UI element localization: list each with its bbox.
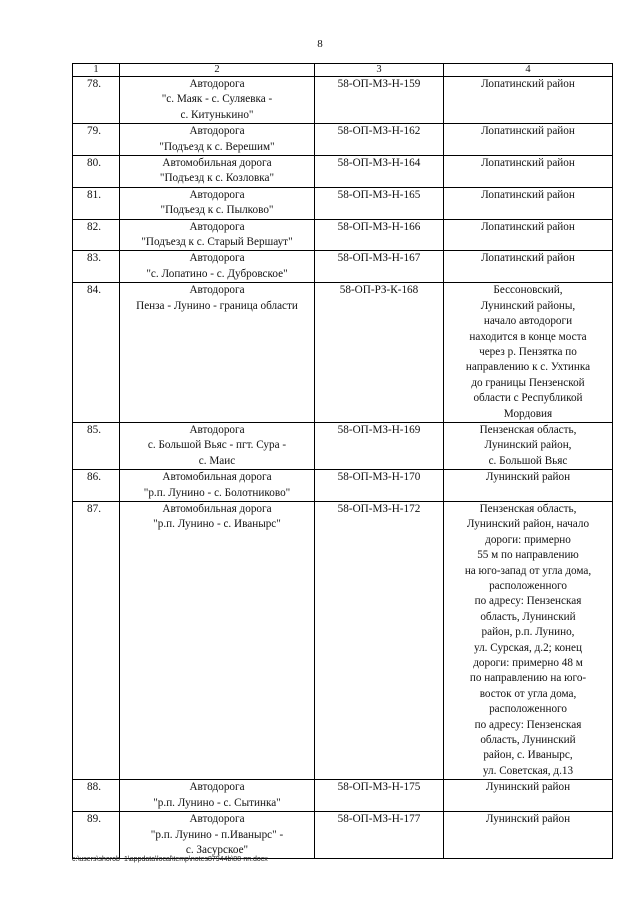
road-location-line: области с Республикой (473, 392, 583, 405)
row-number: 82. (73, 219, 120, 251)
road-location-line: дороги: примерно 48 м (473, 657, 583, 670)
road-name-line: "с. Маяк - с. Суляевка - (161, 93, 273, 106)
road-location-line: находится в конце моста (469, 330, 587, 343)
table-row (73, 156, 613, 188)
road-location (444, 124, 613, 156)
row-number: 89. (73, 812, 120, 859)
road-location-line: на юго-запад от угла дома, (464, 564, 592, 577)
road-name-line: с. Китунькино" (180, 108, 254, 121)
road-name-line: "Подъезд к с. Пылково" (160, 204, 274, 217)
road-location-line: 55 м по направлению (477, 549, 579, 562)
road-location-line: восток от угла дома, (479, 687, 577, 700)
road-code: 58-ОП-РЗ-К-168 (315, 283, 444, 423)
table-row (73, 251, 613, 283)
road-name-line: "р.п. Лунино - с. Болотниково" (143, 486, 291, 499)
road-name (120, 470, 315, 502)
road-location-line: через р. Пензятка по (479, 345, 577, 358)
road-name (120, 156, 315, 188)
road-location-line: Лопатинский район (481, 125, 575, 138)
road-code: 58-ОП-МЗ-Н-177 (315, 812, 444, 859)
road-location-line: Лунинский район, (484, 439, 572, 452)
road-location-line: расположенного (489, 580, 567, 592)
road-code: 58-ОП-МЗ-Н-170 (315, 470, 444, 502)
road-location-line: по направлению на юго- (469, 672, 587, 685)
table-row (73, 501, 613, 779)
road-name-line: Автодорога (189, 188, 245, 201)
road-code: 58-ОП-МЗ-Н-166 (315, 219, 444, 251)
road-name-line: "р.п. Лунино - п.Иваныpс" - (150, 828, 284, 841)
road-name-line: Автодорога (189, 813, 245, 826)
table-row (73, 470, 613, 502)
road-location-line: направлению к с. Ухтинка (465, 361, 591, 374)
road-location-line: Пензенская область, (479, 502, 577, 515)
row-number: 84. (73, 283, 120, 423)
road-location-line: Лунинский район (485, 471, 571, 484)
road-name-line: Автомобильная дорога (162, 157, 272, 170)
header-col-1: 1 (73, 64, 120, 77)
road-location-line: Лунинский район (485, 813, 571, 826)
road-location (444, 422, 613, 469)
road-location-line: Бессоновский, (493, 284, 563, 297)
table-row (73, 187, 613, 219)
road-name (120, 77, 315, 124)
road-name-line: Автодорога (189, 252, 245, 265)
road-location-line: до границы Пензенской (471, 376, 585, 389)
road-name (120, 501, 315, 779)
road-location (444, 283, 613, 423)
row-number: 83. (73, 251, 120, 283)
header-col-4: 4 (444, 64, 613, 77)
road-code: 58-ОП-МЗ-Н-175 (315, 780, 444, 812)
road-location (444, 780, 613, 812)
table-header-row (73, 64, 613, 77)
road-location (444, 219, 613, 251)
road-code: 58-ОП-МЗ-Н-159 (315, 77, 444, 124)
road-name-line: "р.п. Лунино - с. Иваныpс" (153, 518, 281, 531)
header-col-2: 2 (120, 64, 315, 77)
road-name-line: Автодорога (189, 78, 245, 90)
page-number: 8 (317, 38, 323, 50)
road-name-line: Автодорога (189, 423, 245, 436)
header-col-3: 3 (315, 64, 444, 77)
road-name (120, 283, 315, 423)
road-location (444, 501, 613, 779)
road-location-line: область, Лунинский (480, 734, 576, 747)
road-name-line: "Подъезд к с. Козловка" (159, 172, 275, 185)
road-location (444, 470, 613, 502)
row-number: 79. (73, 124, 120, 156)
road-location (444, 77, 613, 124)
road-location-line: ул. Советская, д.13 (482, 764, 574, 777)
road-name-line: Автодорога (189, 781, 245, 794)
road-location (444, 156, 613, 188)
road-location (444, 251, 613, 283)
road-name (120, 251, 315, 283)
road-location-line: по адресу: Пензенская (474, 595, 582, 608)
road-code: 58-ОП-МЗ-Н-164 (315, 156, 444, 188)
road-name (120, 422, 315, 469)
road-location-line: по адресу: Пензенская (474, 718, 582, 731)
road-location-line: Лопатинский район (481, 157, 575, 170)
road-name-line: "р.п. Лунино - с. Сытинка" (153, 796, 281, 809)
road-name-line: Пенза - Лунино - граница области (136, 299, 298, 312)
road-name-line: Автодорога (189, 125, 245, 138)
road-code: 58-ОП-МЗ-Н-162 (315, 124, 444, 156)
road-code: 58-ОП-МЗ-Н-165 (315, 187, 444, 219)
road-code: 58-ОП-МЗ-Н-172 (315, 501, 444, 779)
road-location-line: Лопатинский район (481, 252, 575, 265)
road-location-line: Лунинский район, начало (466, 518, 590, 531)
road-location-line: расположенного (489, 703, 567, 716)
road-name-line: "Подъезд к с. Верешим" (159, 140, 275, 153)
road-name (120, 187, 315, 219)
row-number: 81. (73, 187, 120, 219)
road-name-line: Автомобильная дорога (162, 471, 272, 484)
row-number: 78. (73, 77, 120, 124)
road-location-line: ул. Сурская, д.2; конец (474, 641, 582, 654)
road-name-line: с. Засурское" (185, 843, 249, 856)
road-location-line: с. Большой Вьяс (488, 454, 568, 467)
road-location-line: область, Лунинский (480, 610, 576, 623)
road-name-line: "Подъезд к с. Старый Вершаут" (141, 236, 293, 249)
row-number: 80. (73, 156, 120, 188)
table-row (73, 283, 613, 423)
road-name (120, 812, 315, 859)
road-name-line: с. Большой Вьяс - пгт. Сура - (147, 439, 287, 452)
road-name (120, 219, 315, 251)
road-location-line: начало автодороги (483, 315, 573, 328)
road-location (444, 812, 613, 859)
road-name-line: с. Маис (198, 454, 236, 467)
road-name-line: Автомобильная дорога (162, 502, 272, 515)
road-name (120, 780, 315, 812)
table-row (73, 812, 613, 859)
row-number: 88. (73, 780, 120, 812)
row-number: 85. (73, 422, 120, 469)
table-row (73, 780, 613, 812)
road-name-line: "с. Лопатино - с. Дубровское" (146, 267, 288, 280)
road-name-line: Автодорога (189, 220, 245, 233)
road-location-line: Лопатинский район (481, 188, 575, 201)
road-location (444, 187, 613, 219)
road-location-line: Пензенская область, (479, 423, 577, 436)
road-location-line: район, с. Иваныpс, (483, 749, 573, 762)
table-row (73, 124, 613, 156)
table-row (73, 219, 613, 251)
road-location-line: дороги: примерно (485, 533, 571, 546)
table-row (73, 422, 613, 469)
table-row (73, 77, 613, 124)
road-location-line: Лопатинский район (481, 78, 575, 90)
road-location-line: Лопатинский район (481, 220, 575, 233)
file-path-footer: c:\users\shorob~1\appdata\local\temp\notes87944b\88-пп.docx (72, 856, 268, 863)
road-code: 58-ОП-МЗ-Н-169 (315, 422, 444, 469)
row-number: 87. (73, 501, 120, 779)
roads-table (72, 63, 613, 859)
road-location-line: Лунинский район (485, 781, 571, 794)
road-location-line: Мордовия (503, 407, 553, 420)
road-name-line: Автодорога (189, 284, 245, 297)
road-name (120, 124, 315, 156)
road-location-line: район, р.п. Лунино, (481, 626, 575, 639)
row-number: 86. (73, 470, 120, 502)
road-code: 58-ОП-МЗ-Н-167 (315, 251, 444, 283)
road-location-line: Лунинский районы, (480, 299, 576, 312)
